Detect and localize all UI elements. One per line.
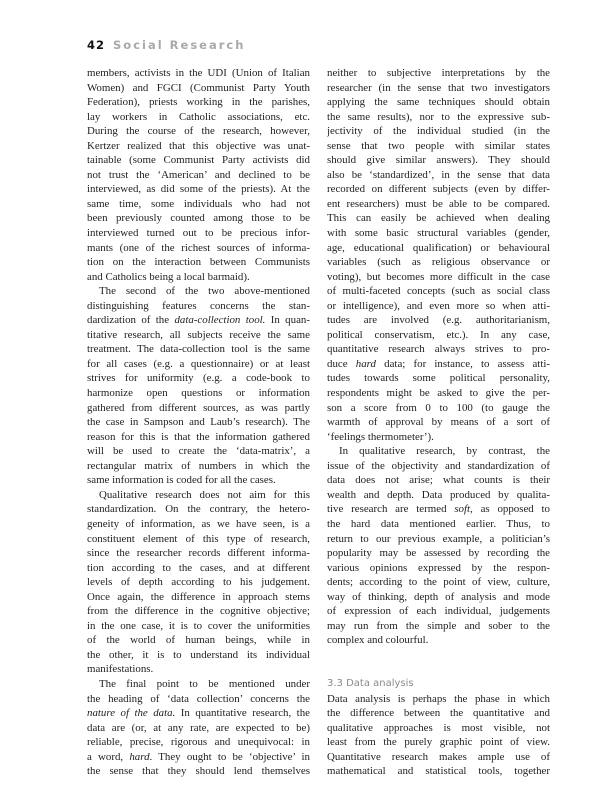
text-line: manifestations. xyxy=(87,663,154,676)
spacer xyxy=(327,662,550,677)
text-line: members, activists in the UDI (Union of Italian xyxy=(87,67,310,79)
italic-term: data-collection tool. xyxy=(174,314,266,327)
text-line: popularity may be assessed by recording the xyxy=(327,547,550,560)
text-line: The final point to be mentioned under xyxy=(99,677,310,690)
text-line: the same results), nor to the expressive sub- xyxy=(327,110,550,123)
text-line: wealth and depth. Data produced by qualita- xyxy=(327,488,550,501)
text-line: researcher (in the sense that two investigators xyxy=(327,81,550,94)
text-run: a word, xyxy=(87,750,130,763)
left-column xyxy=(87,66,310,779)
text-line: son a score from 0 to 100 (to gauge the xyxy=(327,401,550,414)
text-line: applying the same techniques should obtain xyxy=(327,96,550,109)
text-line: constituent element of this type of research, xyxy=(87,532,310,545)
text-line: the case in Sampson and Laub’s research). The xyxy=(87,416,310,429)
text-line: treatment. The data-collection tool is the same xyxy=(87,343,310,356)
text-line: tudes are involved (e.g. authoritarianism, xyxy=(327,314,550,327)
text-line: Federation), priests working in the parishes, xyxy=(87,96,310,109)
text-line: geneity of information, as we have seen, is a xyxy=(87,517,310,530)
text-line: return to our previous example, a politician’s xyxy=(327,532,550,545)
text-line: in the one case, it is to cover the uniformities xyxy=(87,619,310,632)
text-line: since the researcher records different informa- xyxy=(87,547,310,560)
text-line: sense that two people with similar states xyxy=(327,139,550,152)
text-line: tainable (some Communist Party activists did xyxy=(87,154,310,167)
text-line: titative research, all subjects receive the same xyxy=(87,328,310,341)
text-line: interviewed, as did some of the priests). At the xyxy=(87,183,310,196)
text-line: same information is coded for all the cases. xyxy=(87,474,276,487)
text-line: tudes towards some political personality, xyxy=(327,372,550,385)
text-run: duce xyxy=(327,357,356,370)
paragraph-1 xyxy=(327,66,550,444)
text-line: interviewed turned out to be precious infor- xyxy=(87,227,310,240)
text-run: , as opposed to xyxy=(470,503,550,516)
text-line: not trust the ‘American’ and declined to be xyxy=(87,168,310,181)
text-line: also be ‘standardized’, in the sense that data xyxy=(327,168,550,181)
text-line: with some basic structural variables (gender, xyxy=(327,227,550,240)
text-line: of the world of human beings, while in xyxy=(87,634,310,647)
text-run: In quantitative research, the xyxy=(175,707,310,720)
text-line: Once again, the difference in approach stems xyxy=(87,590,310,603)
text-line: qualitative approaches is most visible, not xyxy=(327,721,550,734)
text-line: may run from the simple and sober to the xyxy=(327,619,550,632)
text-line: distinguishing features concerns the stan- xyxy=(87,299,310,312)
italic-term: hard xyxy=(129,750,150,763)
text-line: age, educational qualification) or behavioural xyxy=(327,241,550,254)
text-line: been previously counted among those to be xyxy=(87,212,310,225)
running-head xyxy=(87,38,245,52)
text-line: mants (one of the richest sources of informa- xyxy=(87,241,310,254)
text-line: reason for this is that the information gathered xyxy=(87,430,310,443)
text-line: lay workers in Catholic associations, etc. xyxy=(87,110,310,123)
text-line: political conservatism, etc.). In any case, xyxy=(327,328,550,341)
text-line: Kertzer realized that this objective was unat- xyxy=(87,139,310,152)
text-line: gathered from different sources, as was partly xyxy=(87,401,310,414)
text-line: data are (or, at any rate, are expected to be) xyxy=(87,721,310,734)
text-run: data; for instance, to assess atti- xyxy=(375,357,550,370)
text-run: In quan- xyxy=(265,314,310,327)
paragraph-2 xyxy=(87,284,310,488)
text-line: Data analysis is perhaps the phase in which xyxy=(327,692,550,705)
text-line: levels of depth according to his judgement. xyxy=(87,576,310,589)
text-line: the heading of ‘data collection’ concerns the xyxy=(87,692,310,705)
text-line: During the course of the research, however, xyxy=(87,125,310,138)
text-line: complex and colourful. xyxy=(327,634,429,647)
text-line: Women) and FGCI (Communist Party Youth xyxy=(87,81,310,94)
text-line: Qualitative research does not aim for this xyxy=(99,488,310,501)
text-line: ent researchers) must be able to be compared. xyxy=(327,197,550,210)
text-line: dents; according to the point of view, culture, xyxy=(327,576,550,589)
text-line: ‘feelings thermometer’). xyxy=(327,430,434,443)
running-title: Social Research xyxy=(113,38,246,52)
text-line: and Catholics being a local barmaid). xyxy=(87,270,250,283)
text-line: from the difference in the cognitive objective; xyxy=(87,605,310,618)
text-line xyxy=(87,706,310,721)
text-line: tion according to the cases, and at different xyxy=(87,561,310,574)
paragraph-3 xyxy=(87,488,310,677)
text-line: should give similar answers). They should xyxy=(327,154,550,167)
text-line xyxy=(327,502,550,517)
text-line: reliable, precise, rigorous and unequivocal: in xyxy=(87,736,310,749)
text-line xyxy=(87,313,310,328)
italic-term: hard xyxy=(355,357,376,370)
text-line: In qualitative research, by contrast, the xyxy=(339,445,550,458)
text-line: least from the purely graphic point of view. xyxy=(327,736,550,749)
text-line: respondents might be asked to give the per- xyxy=(327,387,550,400)
text-line: quantitative research always strives to pro- xyxy=(327,343,550,356)
text-line: the sense that they should lend themselves xyxy=(87,765,310,778)
text-line: rectangular matrix of numbers in which the xyxy=(87,459,310,472)
paragraph-1 xyxy=(87,66,310,284)
text-run: dardization of the xyxy=(87,314,175,327)
text-line: of expression of each individual, judgements xyxy=(327,605,550,618)
text-line: issue of the objectivity and standardization of xyxy=(327,459,550,472)
text-line: for all cases (e.g. a questionnaire) or at least xyxy=(87,357,310,370)
text-run: . They ought to be ‘objective’ in xyxy=(149,750,310,763)
text-line: Quantitative research makes ample use of xyxy=(327,750,550,763)
text-line: various opinions expressed by the respon- xyxy=(327,561,550,574)
text-line: harmonize open questions or information xyxy=(87,387,310,400)
text-line: recorded on different subjects (even by differ- xyxy=(327,183,550,196)
text-line: same time, some individuals who had not xyxy=(87,197,310,210)
text-line: way of thinking, depth of analysis and mode xyxy=(327,590,550,603)
spacer xyxy=(327,648,550,663)
text-line: will be used to create the ‘data-matrix’, a xyxy=(87,445,310,458)
text-line: of multi-faceted concepts (such as social class xyxy=(327,285,550,298)
text-line: tion on the interaction between Communists xyxy=(87,256,310,269)
text-line: standardization. On the contrary, the hetero- xyxy=(87,503,310,516)
text-line: voting), but becomes more difficult in the case xyxy=(327,270,550,283)
text-line: or intelligence), and even more so when atti- xyxy=(327,299,550,312)
text-line: the hard data mentioned earlier. Thus, to xyxy=(327,517,550,530)
italic-term: nature of the data. xyxy=(87,707,176,720)
paragraph-3 xyxy=(327,692,550,779)
text-line: mathematical and statistical tools, together xyxy=(327,765,550,778)
text-line: the difference between the quantitative and xyxy=(327,707,550,720)
italic-term: soft xyxy=(454,503,471,516)
text-run: tive research are termed xyxy=(327,503,455,516)
section-heading: 3.3 Data analysis xyxy=(327,677,414,689)
text-line: variables (such as religious observance or xyxy=(327,256,550,269)
paragraph-4 xyxy=(87,677,310,779)
text-line xyxy=(87,750,310,765)
text-line: This can easily be achieved when dealing xyxy=(327,212,550,225)
text-line: The second of the two above-mentioned xyxy=(99,285,310,298)
text-line: the other, it is to understand its individual xyxy=(87,648,310,661)
paragraph-2 xyxy=(327,444,550,648)
text-line: warmth of approval by means of a sort of xyxy=(327,416,550,429)
text-line: strives for uniformity (e.g. a code-book to xyxy=(87,372,310,385)
page-number: 42 xyxy=(87,38,106,52)
text-line: data does not arise; what counts is their xyxy=(327,474,550,487)
text-line xyxy=(327,357,550,372)
right-column xyxy=(327,66,550,779)
text-line: jectivity of the individual studied (in the xyxy=(327,125,550,138)
text-line: neither to subjective interpretations by the xyxy=(327,67,550,79)
